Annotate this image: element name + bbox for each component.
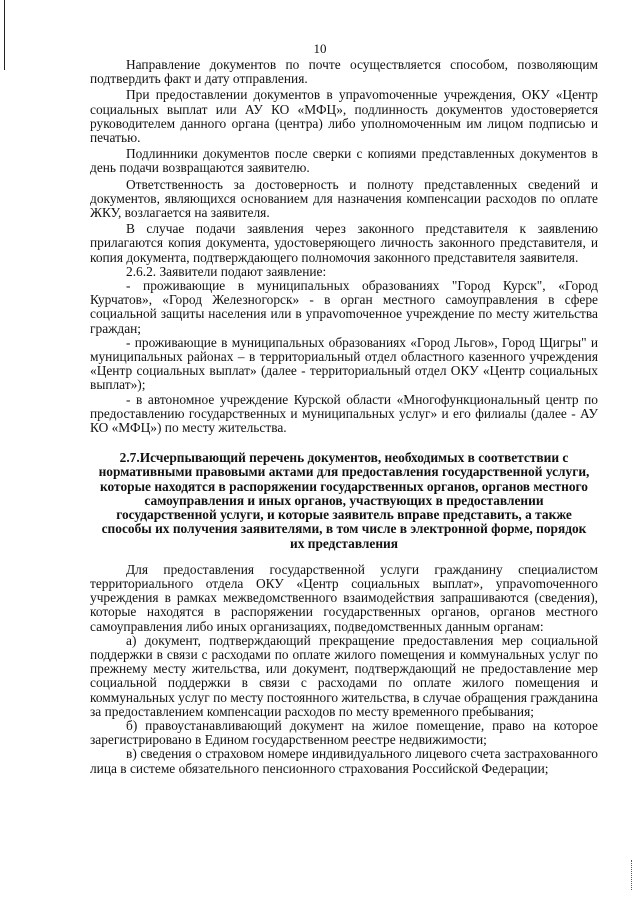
paragraph-responsibility: Ответственность за достоверность и полноту представленных сведений и документов, являющихся основанием для назначения компенсации расходов по оплате ЖКУ, возлагается на заявителя. xyxy=(90,176,598,221)
list-item-mfc: - в автономное учреждение Курской области «Многофункциональный центр по предоставлению государственных и муниципальных услуг» и его филиалы (далее - АУ КО «МФЦ») по месту жительства. xyxy=(90,391,598,436)
list-item-b-title-document: б) правоустанавливающий документ на жилое помещение, право на которое зарегистрировано в Едином государственном реестре недвижимости; xyxy=(90,717,598,748)
paragraph-originals-returned: Подлинники документов после сверки с копиями представленных документов в день подачи возвращаются заявителю. xyxy=(90,146,598,176)
paragraph-mail-sending: Направление документов по почте осуществляется способом, позволяющим подтвердить факт и дату отправления. xyxy=(90,57,598,87)
scan-edge-line xyxy=(4,0,5,70)
scan-edge-marks xyxy=(631,860,634,890)
section-heading-2-7: 2.7.Исчерпывающий перечень документов, необходимых в соответствии с нормативными правовыми актами для предоставления государственной услуги, которые находятся в распоряжении государственных органов, органов местного самоуправления и иных органов, участвующих в предоставлении государственной услуги, и которые заявитель вправе представить, а также способы их получения заявителями, в том числе в электронной форме, порядок их представления xyxy=(98,450,590,551)
page-number: 10 xyxy=(313,41,327,56)
paragraph-interagency-requests: Для предоставления государственной услуги гражданину специалистом территориального отдела ОКУ «Центр социальных выплат», упрavomоченного учреждения в рамках межведомственного взаимодействия запрашиваются (сведения), которые находятся в распоряжении государственных органов, органов местного самоуправления либо иных организациях, подведомственных данным органам: xyxy=(90,561,598,634)
list-item-municipal-districts: - проживающие в муниципальных образованиях «Город Льгов», Город Щигры" и муниципальных районах – в территориальный отдел областного казенного учреждения «Центр социальных выплат» (далее - территориальный отдел ОКУ «Центр социальных выплат»); xyxy=(90,334,598,393)
list-item-a-termination-document: а) документ, подтверждающий прекращение предоставления мер социальной поддержки в связи с расходами по оплате жилого помещения и коммунальных услуг по прежнему месту жительства, или документ, подтверждающий не предоставление мер социальной поддержки в связи с расходами по оплате жилого помещения и коммунальных услуг по месту постоянного жительства, в случае обращения гражданина за предоставлением компенсации расходов по месту временного пребывания; xyxy=(90,632,598,719)
list-item-c-insurance-number: в) сведения о страховом номере индивидуального лицевого счета застрахованного лица в системе обязательного пенсионного страхования Российской Федерации; xyxy=(90,746,598,776)
paragraph-applicants-submit: 2.6.2. Заявители подают заявление: xyxy=(126,263,327,279)
document-body xyxy=(90,58,598,776)
list-item-kursk-cities: - проживающие в муниципальных образованиях "Город Курск", «Город Курчатов», «Город Железногорск» - в орган местного самоуправления в сфере социальной защиты населения или в упрavomоченное учреждение по месту жительства граждан; xyxy=(90,278,598,336)
paragraph-document-certification: При предоставлении документов в упрavomоченные учреждения, ОКУ «Центр социальных выплат или АУ КО «МФЦ», подлинность документов удостоверяется руководителем данного органа (центра) либо уполномоченным им лицом подписью и печатью. xyxy=(90,87,598,146)
paragraph-legal-representative: В случае подачи заявления через законного представителя к заявлению прилагаются копия документа, удостоверяющего личность законного представителя, и копия документа, подтверждающего полномочия законного представителя заявителя. xyxy=(90,221,598,265)
